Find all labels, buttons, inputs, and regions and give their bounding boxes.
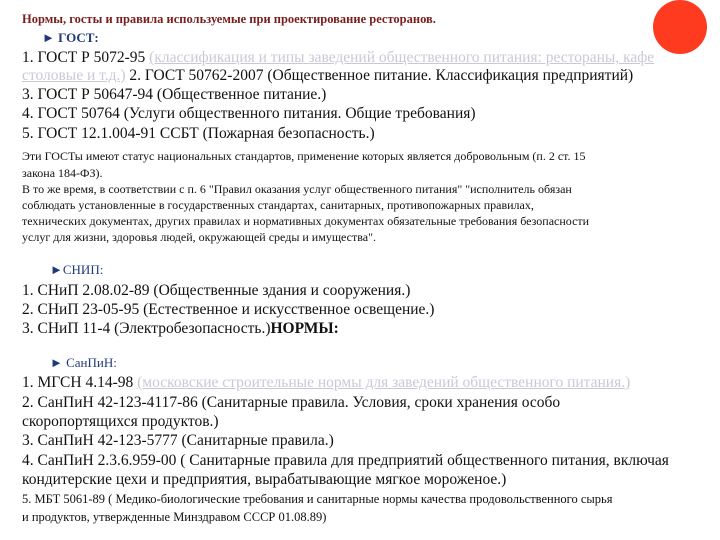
sanpin-heading: ► СанПиН: [50, 355, 117, 370]
snip-heading: ►СНИП: [50, 262, 104, 277]
gost-item-2: 2. ГОСТ 50762-2007 (Общественное питание. Классификация предприятий) [125, 67, 634, 84]
sanpin-item-2-cont: скоропортящихся продуктов.) [22, 413, 219, 430]
sanpin-item-2: 2. СанПиН 42-123-4117-86 (Санитарные правила. Условия, сроки хранения особо [22, 394, 561, 411]
snip-item-2: 2. СНиП 23-05-95 (Естественное и искусственное освещение.) [22, 301, 435, 318]
snip-item-1: 1. СНиП 2.08.02-89 (Общественные здания и сооружения.) [22, 282, 411, 299]
sanpin-item-1 [22, 374, 630, 392]
sanpin-item-1-prefix: 1. МГСН 4.14-98 [22, 374, 138, 391]
norms-label: НОРМЫ: [270, 320, 339, 337]
gost-item-5: 5. ГОСТ 12.1.004-91 ССБТ (Пожарная безопасность.) [22, 125, 375, 142]
gost-item-3: 3. ГОСТ Р 50647-94 (Общественное питание.) [22, 86, 327, 103]
gost-note-line: закона 184-ФЗ). [22, 166, 103, 180]
gost-item-1-note-cont: столовые и т.д.) [22, 67, 126, 84]
page-title: Нормы, госты и правила используемые при проектирование ресторанов. [22, 12, 436, 26]
gost-item-1 [22, 49, 654, 67]
gost-note-line: соблюдать установленные в государственных стандартах, санитарных, противопожарных правилах, [22, 198, 534, 212]
red-circle-decoration [653, 0, 707, 54]
sanpin-item-3: 3. СанПиН 42-123-5777 (Санитарные правила.) [22, 432, 334, 449]
gost-item-1-prefix: 1. ГОСТ Р 5072-95 [22, 49, 150, 66]
gost-item-1-note: (классификация и типы заведений общественного питания: рестораны, кафе [149, 49, 655, 66]
gost-note-line: Эти ГОСТы имеют статус национальных стандартов, применение которых является добровольным (п. 2 ст. 15 [22, 149, 586, 163]
sanpin-item-4: 4. СанПиН 2.3.6.959-00 ( Санитарные правила для предприятий общественного питания, включая [22, 452, 669, 469]
snip-item-3-text: 3. СНиП 11-4 (Электробезопасность.) [22, 320, 271, 337]
gost-note-line: услуг для жизни, здоровья людей, окружающей среды и имущества". [22, 230, 376, 244]
sanpin-item-5: 5. МБТ 5061-89 ( Медико-биологические требования и санитарные нормы качества продовольственного сырья [22, 492, 613, 506]
gost-heading: ► ГОСТ: [42, 30, 99, 45]
sanpin-item-4-cont: кондитерские цехи и предприятия, вырабатывающие мягкое мороженое.) [22, 471, 507, 488]
gost-item-1-cont [22, 67, 633, 85]
gost-item-4: 4. ГОСТ 50764 (Услуги общественного питания. Общие требования) [22, 105, 476, 122]
sanpin-item-1-note: (московские строительные нормы для заведений общественного питания.) [137, 374, 631, 391]
sanpin-item-5-cont: и продуктов, утвержденные Минздравом СССР 01.08.89) [22, 510, 327, 524]
gost-note-line: технических документах, других правилах и нормативных документах обязательные требования безопасности [22, 214, 590, 228]
gost-note-line: В то же время, в соответствии с п. 6 "Правил оказания услуг общественного питания" "исполнитель обязан [22, 182, 572, 196]
snip-item-3 [22, 320, 339, 338]
